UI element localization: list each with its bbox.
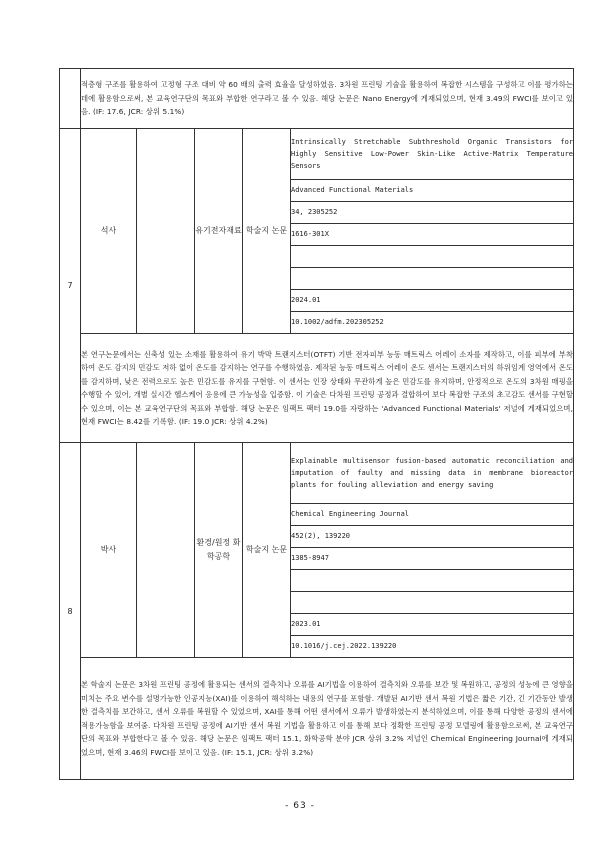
blank-cell — [137, 129, 195, 334]
issn: 1385-8947 — [291, 548, 574, 570]
page-number: - 63 - — [285, 801, 315, 811]
entry-8-summary-row — [60, 658, 574, 780]
degree-cell: 석사 — [81, 129, 137, 334]
field-cell: 환경/원정 화학공학 — [195, 443, 243, 658]
publication-date: 2024.01 — [291, 290, 574, 312]
doi: 10.1016/j.cej.2022.139220 — [291, 636, 574, 658]
intro-paragraph: 적층형 구조를 활용하여 고정형 구조 대비 약 60 배의 출력 효율을 달성하였음. 3차원 프린팅 기술을 활용하여 복잡한 시스템을 구성하고 이를 평가하는 데에 활용함으로써, 본 교육연구단의 목표와 부합한 연구라고 볼 수 있음. 해당 논문은 Nano Energy에 게재되었으며, 현재 3.49의 FWCI를 보이고 있음. (IF: 17.6, JCR: 상위 5.1%) — [81, 69, 574, 129]
summary-paragraph: 본 학술지 논문은 3차원 프린팅 공정에 활용되는 센서의 결측치나 오류를 AI기법을 이용하여 결측치와 오류를 보간 및 복원하고, 공정의 성능에 큰 영향을 미치는 주요 변수를 설명가능한 인공지능(XAI)를 이용하여 해석하는 내용의 연구를 포함함. 개발된 AI기반 센서 복원 기법은 짧은 기간, 긴 기간동안 발생한 결측치를 보간하고, 센서 오류를 복원할 수 있었으며, XAI를 통해 어떤 센서에서 오류가 발생하였는지 분석하였으며, 이를 통해 다양한 공정의 센서에 적용가능함을 보여줌. 다차원 프린팅 공정에 AI기반 센서 복원 기법을 활용하고 이를 통해 보다 정확한 프린팅 공정 모델링에 활용함으로써, 본 교육연구단의 목표와 부합한다고 볼 수 있음. 해당 논문은 임팩트 팩터 15.1, 화학공학 분야 JCR 상위 3.2% 저널인 Chemical Engineering Journal에 게재되었으며, 현재 3.46의 FWCI를 보이고 있음. (IF: 15.1, JCR: 상위 3.2%) — [81, 658, 574, 780]
entry-8-title-row — [60, 443, 574, 504]
doi: 10.1002/adfm.202305252 — [291, 312, 574, 334]
entry-number: 8 — [60, 443, 81, 780]
blank-field — [291, 592, 574, 614]
issn: 1616-301X — [291, 224, 574, 246]
achievement-table — [59, 68, 574, 780]
volume-pages: 452(2), 139220 — [291, 526, 574, 548]
paper-title: Explainable multisensor fusion-based automatic reconciliation and imputation of faulty and missing data in membrane bioreactor plants for fouling alleviation and energy saving — [291, 443, 574, 504]
journal-name: Chemical Engineering Journal — [291, 504, 574, 526]
entry-number: 7 — [60, 129, 81, 443]
pub-type-cell: 학술지 논문 — [243, 129, 291, 334]
entry-7-summary-row — [60, 334, 574, 443]
intro-row — [60, 69, 574, 129]
blank-cell — [137, 443, 195, 658]
volume-pages: 34, 2305252 — [291, 202, 574, 224]
summary-paragraph: 본 연구논문에서는 신축성 있는 소재를 활용하여 유기 박막 트랜지스터(OTFT) 기반 전자피부 능동 매트릭스 어레이 소자를 제작하고, 이를 피부에 부착하여 온도 감지의 민감도 저하 없이 온도를 감지하는 연구를 수행하였음. 제작된 능동 매트릭스 어레이 온도 센서는 트랜지스터의 하위임계 영역에서 온도를 감지하며, 낮은 전력으로도 높은 민감도를 유지를 구현함. 이 센서는 인장 상태와 무관하게 높은 민감도를 유지하며, 안정적으로 온도의 3차원 매핑을 수행할 수 있어, 개별 실시간 헬스케어 응용에 큰 가능성을 입증함. 이 기술은 다차원 프린팅 공정과 결합하여 보다 복잡한 구조의 초고감도 센서를 구현할 수 있으며, 이는 본 교육연구단의 목표와 부합함. 해당 논문은 임팩트 팩터 19.0를 자랑하는 'Advanced Functional Materials' 저널에 게재되었으며, 현재 FWCI는 8.42를 기록함. (IF: 19.0 JCR: 상위 4.2%) — [81, 334, 574, 443]
field-cell: 유기전자재료 — [195, 129, 243, 334]
blank-field — [291, 570, 574, 592]
paper-title: Intrinsically Stretchable Subthreshold Organic Transistors for Highly Sensitive Low-Power Skin-Like Active-Matrix Temperature Sensors — [291, 129, 574, 180]
journal-name: Advanced Functional Materials — [291, 180, 574, 202]
entry-7-title-row — [60, 129, 574, 180]
degree-cell: 박사 — [81, 443, 137, 658]
blank-field — [291, 246, 574, 268]
publication-date: 2023.01 — [291, 614, 574, 636]
blank-field — [291, 268, 574, 290]
intro-num-cell — [60, 69, 81, 129]
pub-type-cell: 학술지 논문 — [243, 443, 291, 658]
